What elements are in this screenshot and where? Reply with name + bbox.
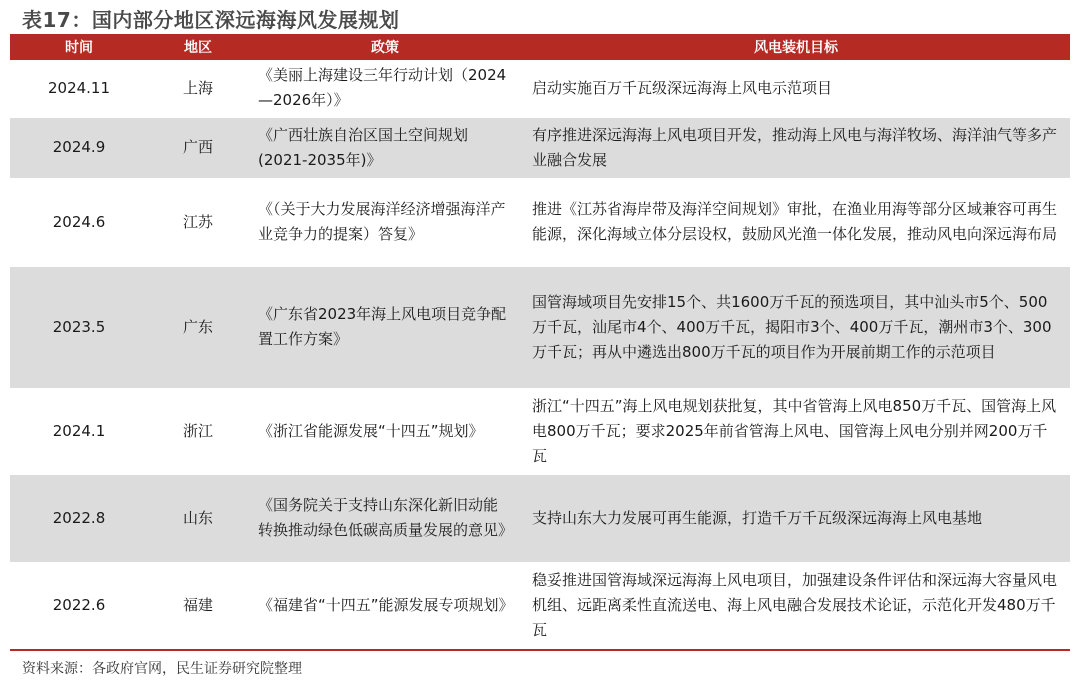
table-row (10, 178, 1070, 266)
table-row (10, 388, 1070, 474)
table-header-row (10, 34, 1070, 60)
table-row (10, 266, 1070, 388)
cell-region: 福建 (148, 562, 248, 650)
cell-target: 有序推进深远海海上风电项目开发，推动海上风电与海洋牧场、海洋油气等多产业融合发展 (522, 117, 1070, 178)
table-title: 表17：国内部分地区深远海海风发展规划 (22, 8, 400, 32)
policy-table (10, 34, 1070, 651)
cell-target: 稳妥推进国管海域深远海海上风电项目，加强建设条件评估和深远海大容量风电机组、远距离柔性直流送电、海上风电融合发展技术论证，示范化开发480万千瓦 (522, 562, 1070, 650)
cell-time: 2024.9 (10, 117, 148, 178)
cell-policy: 《广东省2023年海上风电项目竞争配置工作方案》 (248, 266, 522, 388)
cell-region: 山东 (148, 474, 248, 562)
header-time: 时间 (10, 34, 148, 60)
header-region: 地区 (148, 34, 248, 60)
header-target: 风电装机目标 (522, 34, 1070, 60)
cell-time: 2023.5 (10, 266, 148, 388)
cell-region: 广东 (148, 266, 248, 388)
cell-target: 支持山东大力发展可再生能源，打造千万千瓦级深远海海上风电基地 (522, 474, 1070, 562)
cell-target: 推进《江苏省海岸带及海洋空间规划》审批，在渔业用海等部分区域兼容可再生能源，深化海域立体分层设权，鼓励风光渔一体化发展，推动风电向深远海布局 (522, 178, 1070, 266)
cell-policy: 《浙江省能源发展“十四五”规划》 (248, 388, 522, 474)
table-row (10, 117, 1070, 178)
cell-time: 2022.8 (10, 474, 148, 562)
cell-time: 2024.6 (10, 178, 148, 266)
cell-region: 广西 (148, 117, 248, 178)
header-policy: 政策 (248, 34, 522, 60)
cell-region: 上海 (148, 60, 248, 117)
cell-target: 浙江“十四五”海上风电规划获批复，其中省管海上风电850万千瓦、国管海上风电800万千瓦；要求2025年前省管海上风电、国管海上风电分别并网200万千瓦 (522, 388, 1070, 474)
cell-region: 浙江 (148, 388, 248, 474)
table-row (10, 60, 1070, 117)
cell-policy: 《广西壮族自治区国土空间规划(2021-2035年)》 (248, 117, 522, 178)
cell-policy: 《福建省“十四五”能源发展专项规划》 (248, 562, 522, 650)
cell-policy: 《（关于大力发展海洋经济增强海洋产业竞争力的提案）答复》 (248, 178, 522, 266)
source-note: 资料来源：各政府官网，民生证券研究院整理 (22, 661, 302, 677)
cell-policy: 《国务院关于支持山东深化新旧动能转换推动绿色低碳高质量发展的意见》 (248, 474, 522, 562)
cell-time: 2024.1 (10, 388, 148, 474)
cell-target: 国管海域项目先安排15个、共1600万千瓦的预选项目，其中汕头市5个、500万千瓦，汕尾市4个、400万千瓦，揭阳市3个、400万千瓦，潮州市3个、300万千瓦；再从中遴选出800万千瓦的项目作为开展前期工作的示范项目 (522, 266, 1070, 388)
cell-region: 江苏 (148, 178, 248, 266)
table-row (10, 562, 1070, 650)
cell-policy: 《美丽上海建设三年行动计划（2024—2026年）》 (248, 60, 522, 117)
table-row (10, 474, 1070, 562)
cell-target: 启动实施百万千瓦级深远海海上风电示范项目 (522, 60, 1070, 117)
cell-time: 2024.11 (10, 60, 148, 117)
cell-time: 2022.6 (10, 562, 148, 650)
